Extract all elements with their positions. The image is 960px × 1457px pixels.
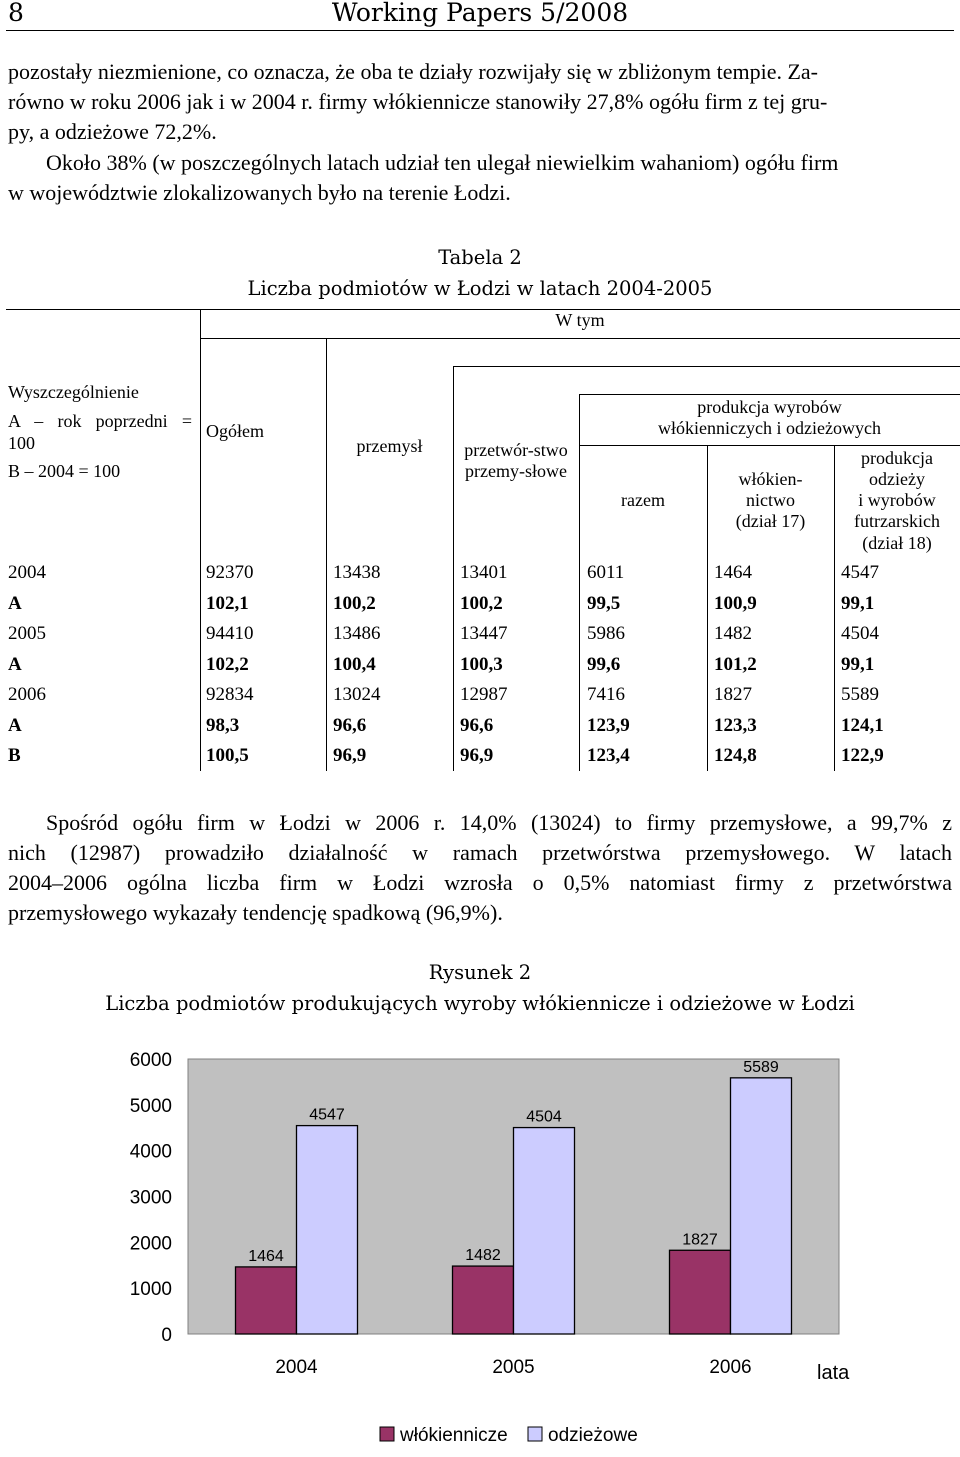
header-odz-4: futrzarskich <box>854 511 940 531</box>
table-cell: 13401 <box>460 562 508 583</box>
table-cell: 100,3 <box>460 653 503 675</box>
bar-włókiennicze <box>453 1266 514 1334</box>
data-label: 1464 <box>248 1247 284 1265</box>
data-label: 1482 <box>465 1247 501 1265</box>
intro-line-5: w województwie zlokalizowanych było na terenie Łodzi. <box>8 180 511 205</box>
figure-title: Liczba podmiotów produkujących wyroby włókiennicze i odzieżowe w Łodzi <box>105 992 855 1015</box>
header-razem: razem <box>621 490 665 510</box>
bar-odzieżowe <box>297 1126 358 1334</box>
body-line-1: Spośród ogółu firm w Łodzi w 2006 r. 14,0% (13024) to firmy przemysłowe, a 99,7% z <box>46 810 952 835</box>
y-tick-label: 1000 <box>129 1279 172 1301</box>
table-cell: 1827 <box>714 684 752 705</box>
intro-line-3: py, a odzieżowe 72,2%. <box>8 119 217 144</box>
table-cell: 13024 <box>333 684 381 705</box>
table-cell: 99,1 <box>841 653 875 675</box>
table-cell: 99,5 <box>587 592 621 614</box>
table-cell: 100,2 <box>333 592 376 614</box>
table-cell: 13447 <box>460 623 508 644</box>
header-ogolem: Ogółem <box>206 421 264 441</box>
body-line-4: przemysłowego wykazały tendencję spadkową (96,9%). <box>8 900 503 925</box>
w-tym-header: W tym <box>555 310 605 330</box>
y-tick-label: 6000 <box>129 1050 172 1071</box>
table-cell: 5986 <box>587 623 625 644</box>
header-odz-3: i wyrobów <box>858 490 936 510</box>
header-rule <box>6 30 954 31</box>
bar-włókiennicze <box>236 1267 297 1334</box>
table-cell: 1464 <box>714 562 752 583</box>
table-cell: 96,6 <box>460 714 494 736</box>
bar-odzieżowe <box>731 1078 792 1334</box>
y-tick-label: 0 <box>161 1325 172 1346</box>
legend-swatch <box>380 1427 394 1441</box>
intro-line-2: równo w roku 2006 jak i w 2004 r. firmy włókiennicze stanowiły 27,8% ogółu firm z tej gru- <box>8 89 828 114</box>
data-label: 5589 <box>743 1058 779 1076</box>
table-vline-4 <box>579 394 580 771</box>
header-przetworstwo-1: przetwór-stwo <box>464 440 568 460</box>
table-cell: 124,8 <box>714 745 757 766</box>
row-label: 2006 <box>8 684 46 705</box>
table-cell: 4504 <box>841 623 879 644</box>
legend-label: włókiennicze <box>400 1425 508 1446</box>
przemysl-sub-rule <box>453 366 960 367</box>
header-odz-5: (dział 18) <box>862 533 932 553</box>
intro-line-4: Około 38% (w poszczególnych latach udział ten ulegał niewielkim wahaniom) ogółu firm <box>46 150 839 175</box>
table-cell: 100,4 <box>333 653 376 675</box>
bar-odzieżowe <box>514 1128 575 1334</box>
table-cell: 99,1 <box>841 592 875 614</box>
table-cell: 123,3 <box>714 714 757 736</box>
table-title: Liczba podmiotów w Łodzi w latach 2004-2005 <box>247 277 713 300</box>
table-cell: 12987 <box>460 684 508 705</box>
data-label: 4504 <box>526 1108 562 1126</box>
row-label: 2005 <box>8 623 46 644</box>
stub-header-line-3: B – 2004 = 100 <box>8 461 121 481</box>
header-odz-1: produkcja <box>861 448 933 468</box>
data-label: 4547 <box>309 1106 345 1124</box>
row-label: B <box>8 745 21 766</box>
y-tick-label: 4000 <box>129 1141 172 1163</box>
table-cell: 96,9 <box>460 745 494 766</box>
table-cell: 96,9 <box>333 745 367 766</box>
table-cell: 100,9 <box>714 592 757 614</box>
table-label: Tabela 2 <box>438 246 522 269</box>
stub-header-line-2b: 100 <box>8 433 35 453</box>
y-tick-label: 3000 <box>129 1187 172 1209</box>
table-cell: 96,6 <box>333 714 367 736</box>
stub-header-line-1: Wyszczególnienie <box>8 382 139 402</box>
header-wlok-3: (dział 17) <box>735 511 806 531</box>
table-vline-3 <box>453 366 454 771</box>
header-przetworstwo-2: przemy-słowe <box>465 461 567 481</box>
figure-label: Rysunek 2 <box>428 961 532 984</box>
page-number: 8 <box>8 0 24 27</box>
bar-chart <box>0 1040 960 1457</box>
y-tick-label: 5000 <box>129 1095 172 1117</box>
header-wlok-1: włókien- <box>738 469 803 489</box>
header-odz-2: odzieży <box>869 469 925 489</box>
table-cell: 94410 <box>206 623 254 644</box>
table-cell: 102,1 <box>206 592 249 614</box>
legend-swatch <box>528 1427 542 1441</box>
legend-label: odzieżowe <box>548 1425 638 1446</box>
x-axis-label: lata <box>817 1362 850 1384</box>
table-cell: 92834 <box>206 684 254 705</box>
table-cell: 1482 <box>714 623 752 644</box>
table-vline-2 <box>326 338 327 771</box>
header-produkcja-1: produkcja wyrobów <box>697 397 842 417</box>
table-cell: 123,9 <box>587 714 630 736</box>
x-tick-label: 2004 <box>275 1357 318 1378</box>
journal-title: Working Papers 5/2008 <box>331 0 629 27</box>
table-cell: 123,4 <box>587 745 630 766</box>
row-label: 2004 <box>8 562 46 583</box>
row-label: A <box>8 714 22 736</box>
row-label: A <box>8 592 22 614</box>
bar-włókiennicze <box>670 1250 731 1334</box>
table-cell: 100,5 <box>206 745 249 766</box>
row-label: A <box>8 653 22 675</box>
x-tick-label: 2006 <box>709 1357 752 1378</box>
header-przemysl: przemysł <box>356 436 423 456</box>
table-cell: 13486 <box>333 623 381 644</box>
table-cell: 122,9 <box>841 745 884 766</box>
data-label: 1827 <box>682 1231 718 1249</box>
x-tick-label: 2005 <box>492 1357 535 1378</box>
table-cell: 102,2 <box>206 653 249 675</box>
w-tym-rule <box>200 338 960 339</box>
table-cell: 98,3 <box>206 714 240 736</box>
header-wlok-2: nictwo <box>746 490 795 510</box>
table-cell: 99,6 <box>587 653 621 675</box>
table-cell: 6011 <box>587 562 625 583</box>
y-tick-label: 2000 <box>129 1233 172 1255</box>
table-cell: 124,1 <box>841 714 884 736</box>
body-line-2: nich (12987) prowadziło działalność w ramach przetwórstwa przemysłowego. W latach <box>8 840 952 865</box>
table-cell: 13438 <box>333 562 381 583</box>
produkcja-top-rule <box>579 394 960 395</box>
table-cell: 100,2 <box>460 592 503 614</box>
table-cell: 92370 <box>206 562 254 583</box>
body-line-3: 2004–2006 ogólna liczba firm w Łodzi wzrosła o 0,5% natomiast firmy z przetwórstwa <box>8 870 952 895</box>
table-cell: 7416 <box>587 684 625 705</box>
stub-header-line-2a: A – rok poprzedni = <box>8 411 192 431</box>
table-vline-1 <box>200 309 201 771</box>
table-cell: 5589 <box>841 684 879 705</box>
header-produkcja-2: włókienniczych i odzieżowych <box>658 418 881 438</box>
intro-line-1: pozostały niezmienione, co oznacza, że oba te działy rozwijały się w zbliżonym tempie. Za- <box>8 59 819 84</box>
table-cell: 101,2 <box>714 653 757 675</box>
table-cell: 4547 <box>841 562 879 583</box>
produkcja-sub-rule <box>579 445 960 446</box>
